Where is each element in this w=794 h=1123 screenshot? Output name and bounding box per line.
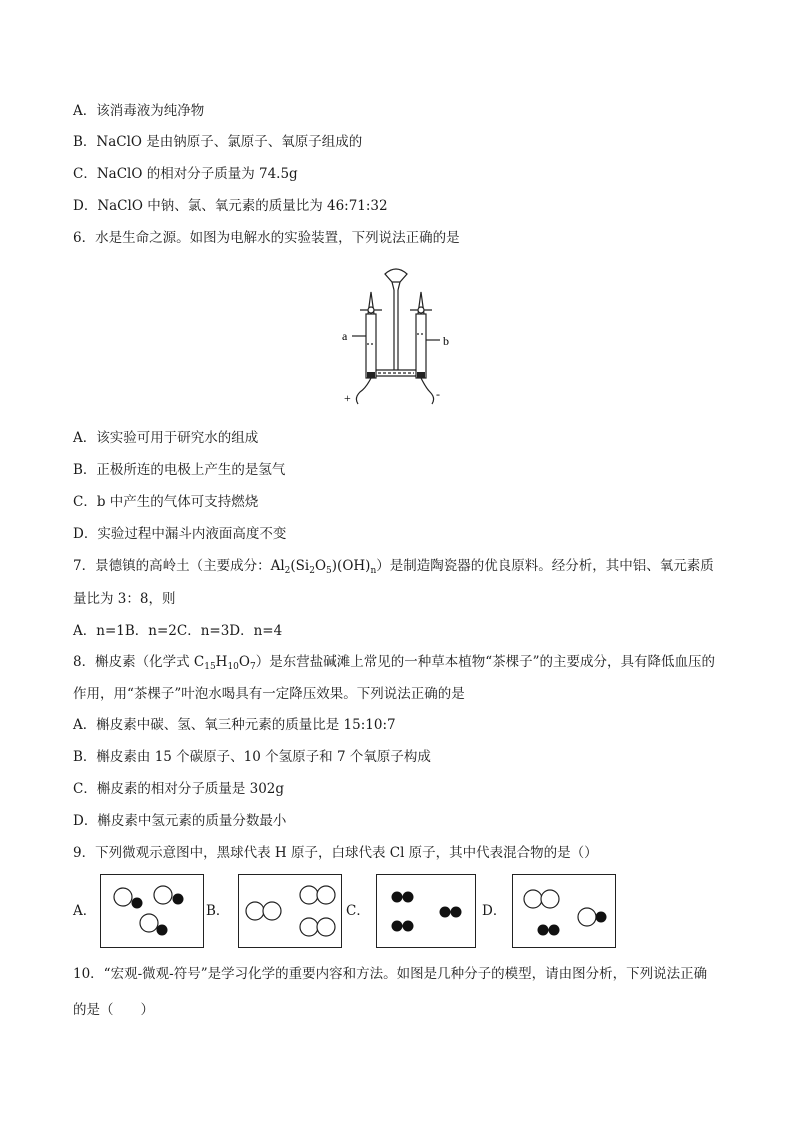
q8-option-b: B．槲皮素由 15 个碳原子、10 个氢原子和 7 个氧原子构成	[73, 749, 431, 765]
q7-options: A．n=1B．n=2C．n=3D．n=4	[73, 623, 283, 639]
q9-diagram-c	[376, 874, 476, 948]
q8-option-c: C．槲皮素的相对分子质量是 302g	[73, 781, 285, 797]
label-minus: -	[436, 387, 440, 401]
q7-stem: 7．景德镇的高岭土（主要成分：$Al_2(Si_2O_5)(OH)_n$）是制造陶瓷器的优良原料。经分析，其中铝、氧元素质	[73, 558, 714, 576]
q9-label-a: A．	[73, 903, 97, 919]
q9-label-c: C．	[346, 903, 370, 919]
q5-option-d: D．NaClO 中钠、氯、氧元素的质量比为 46:71:32	[73, 198, 388, 214]
label-a: a	[342, 329, 348, 343]
q6-option-c: C．b 中产生的气体可支持燃烧	[73, 494, 259, 510]
q9-label-b: B．	[206, 903, 230, 919]
q5-option-a: A．该消毒液为纯净物	[73, 103, 205, 119]
q6-option-d: D．实验过程中漏斗内液面高度不变	[73, 526, 287, 542]
q6-stem: 6．水是生命之源。如图为电解水的实验装置，下列说法正确的是	[73, 230, 460, 246]
q9-diagram-a	[100, 874, 204, 948]
q5-option-c: C．NaClO 的相对分子质量为 74.5g	[73, 166, 298, 182]
q6-option-a: A．该实验可用于研究水的组成	[73, 430, 259, 446]
q8-stem-line2: 作用，用“茶棵子”叶泡水喝具有一定降压效果。下列说法正确的是	[73, 686, 465, 702]
electrolysis-apparatus-figure	[330, 262, 460, 412]
label-plus: +	[344, 391, 351, 405]
q5-option-b: B．NaClO 是由钠原子、氯原子、氧原子组成的	[73, 134, 363, 150]
q8-stem: 8．槲皮素（化学式 $C_{15}H_{10}O_7$）是东营盐碱滩上常见的一种草本植物“茶棵子”的主要成分，具有降低血压的	[73, 654, 716, 672]
q6-option-b: B．正极所连的电极上产生的是氢气	[73, 462, 286, 478]
q8-option-d: D．槲皮素中氢元素的质量分数最小	[73, 813, 287, 829]
q8-option-a: A．槲皮素中碳、氢、氧三种元素的质量比是 15:10:7	[73, 717, 396, 733]
q10-stem: 10．“宏观-微观-符号”是学习化学的重要内容和方法。如图是几种分子的模型，请由图分析，下列说法正确	[73, 966, 708, 982]
q7-stem-line2: 量比为 3：8，则	[73, 591, 176, 607]
q9-label-d: D．	[482, 903, 507, 919]
label-b: b	[443, 334, 449, 348]
q9-diagram-d	[512, 874, 616, 948]
q9-diagram-b	[238, 874, 342, 948]
q9-stem: 9．下列微观示意图中，黑球代表 H 原子，白球代表 Cl 原子，其中代表混合物的是（）	[73, 845, 598, 861]
q10-stem-line2: 的是（ ）	[73, 1002, 154, 1018]
